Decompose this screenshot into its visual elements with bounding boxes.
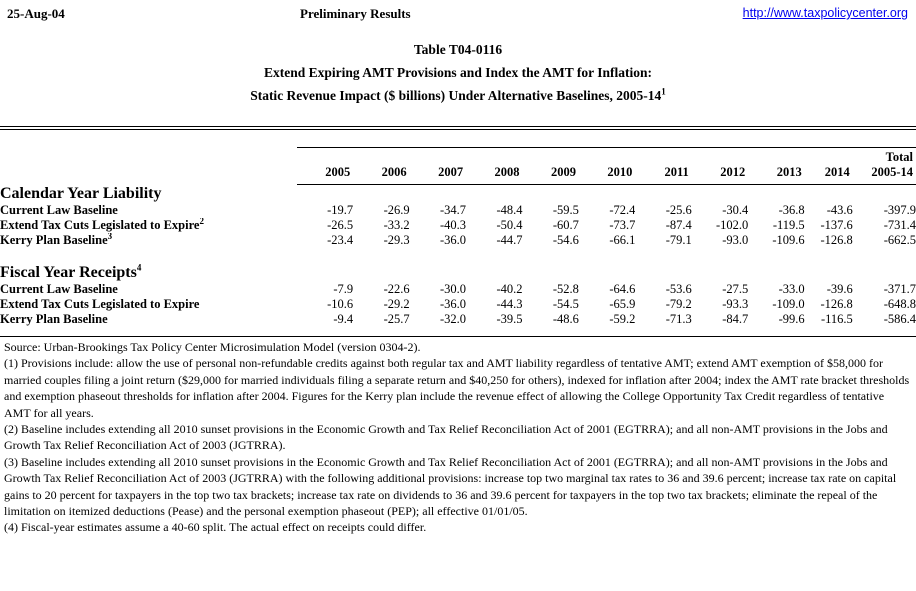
value-cell: -32.0 [440,312,467,326]
value-cell: -40.3 [440,218,467,232]
value-cell: -36.0 [440,297,467,311]
table-title-line3 [0,84,916,107]
value-cell: -26.5 [327,218,354,232]
footnote-3: (3) Baseline includes extending all 2010 sunset provisions in the Economic Growth and Tax Relief Reconciliation Act of 2001 (EGTRRA); and all non-AMT provisions in the Jobs and Growth Tax Relief Reconciliation Act of 2003 (JGTRRA) with the following additional provisions: increase top two marginal tax rates to 36 and 39.6 percent; increase tax rate on capital gains to 20 percent for taxpayers in the top two tax brackets; increase tax rate on dividends to 36 and 39.6 percent for taxpayers in the top two tax brackets; eliminate the repeal of the limitation on itemized deductions (Pease) and the personal exemption phaseout (PEP); all effective 01/01/05. [4,454,897,519]
footnote-1: (1) Provisions include: allow the use of personal non-refundable credits against both regular tax and AMT liability regardless of tentative AMT; extend AMT exemption of $58,000 for married couples filing a joint return ($29,000 for married individuals filing a separate return and $40,250 for others), indexed for inflation after 2004; index the AMT rate bracket thresholds and exemption phaseout thresholds for inflation after 2004. Figures for the Kerry plan include the revenue effect of allowing the College Opportunity Tax Credit regardless of tentative AMT for all years. [4,356,910,420]
row-label: Current Law Baseline [0,203,118,217]
year-header-2014: 2014 [805,148,853,185]
value-cell: -66.1 [609,233,636,247]
value-cell: -39.6 [826,282,853,296]
value-cell: -7.9 [333,282,354,296]
total-value-cell: -397.9 [883,203,916,217]
section-row [0,248,916,282]
source-note: Source: Urban-Brookings Tax Policy Center Microsimulation Model (version 0304-2). [4,340,421,354]
value-cell: -109.0 [772,297,805,311]
value-cell: -72.4 [609,203,636,217]
title-block [0,38,916,107]
value-cell: -79.2 [665,297,692,311]
header-spacer-cell [0,148,297,185]
row-label: Kerry Plan Baseline$^3$ [0,233,297,248]
row-label: Kerry Plan Baseline [0,312,108,326]
value-cell: -23.4 [327,233,354,247]
year-header-2005: 2005 [297,148,353,185]
row-label: Extend Tax Cuts Legislated to Expire [0,297,200,311]
value-cell: -59.5 [552,203,579,217]
value-cell: -9.4 [333,312,354,326]
page-header [0,6,916,26]
total-header-line1: Total [885,150,913,164]
value-cell: -29.2 [383,297,410,311]
total-header-line2: 2005-14 [871,165,913,179]
value-cell: -79.1 [665,233,692,247]
value-cell: -22.6 [383,282,410,296]
total-value-cell: -371.7 [883,282,916,296]
title-footnote-marker: 1 [661,86,666,97]
value-cell: -36.8 [778,203,805,217]
double-rule [0,126,916,130]
total-value-cell: -586.4 [883,312,916,326]
value-cell: -99.6 [778,312,805,326]
total-value-cell: -662.5 [883,233,916,247]
results-table [0,147,916,327]
year-header-2009: 2009 [523,148,579,185]
value-cell: -126.8 [820,233,853,247]
value-cell: -64.6 [609,282,636,296]
year-header-2008: 2008 [466,148,522,185]
value-cell: -40.2 [496,282,523,296]
value-cell: -93.3 [722,297,749,311]
value-cell: -50.4 [496,218,523,232]
section-footnote-marker: 4 [136,262,142,273]
value-cell: -30.0 [440,282,467,296]
value-cell: -27.5 [722,282,749,296]
value-cell: -52.8 [552,282,579,296]
year-header-2013: 2013 [748,148,804,185]
table-row [0,297,916,312]
value-cell: -59.2 [609,312,636,326]
value-cell: -119.5 [772,218,805,232]
year-header-2006: 2006 [353,148,409,185]
value-cell: -36.0 [440,233,467,247]
value-cell: -25.7 [383,312,410,326]
value-cell: -73.7 [609,218,636,232]
value-cell: -137.6 [820,218,853,232]
row-label: Extend Tax Cuts Legislated to Expire$^2$ [0,218,297,233]
value-cell: -87.4 [665,218,692,232]
value-cell: -39.5 [496,312,523,326]
preliminary-results-label: Preliminary Results [300,6,411,21]
table-row [0,233,916,248]
value-cell: -33.0 [778,282,805,296]
year-header-2010: 2010 [579,148,635,185]
footnote-2: (2) Baseline includes extending all 2010 sunset provisions in the Economic Growth and Tax Relief Reconciliation Act of 2001 (EGTRRA); and all non-AMT provisions in the Jobs and Growth Tax Relief Reconciliation Act of 2003 (JGTRRA). [4,422,888,453]
table-title-line3-text: Static Revenue Impact ($ billions) Under Alternative Baselines, 2005-14 [250,88,662,103]
footnote-4: (4) Fiscal-year estimates assume a 40-60 split. The actual effect on receipts could differ. [4,520,427,535]
value-cell: -25.6 [665,203,692,217]
value-cell: -109.6 [772,233,805,247]
value-cell: -126.8 [820,297,853,311]
value-cell: -84.7 [722,312,749,326]
total-value-cell: -648.8 [883,297,916,311]
value-cell: -102.0 [715,218,749,232]
value-cell: -71.3 [665,312,692,326]
value-cell: -10.6 [327,297,354,311]
table-header-row [0,148,916,185]
value-cell: -30.4 [722,203,749,217]
table-row [0,312,916,327]
value-cell: -48.4 [496,203,523,217]
taxpolicycenter-link[interactable]: http://www.taxpolicycenter.org [742,6,908,20]
row-label: Current Law Baseline [0,282,118,296]
value-cell: -33.2 [383,218,410,232]
value-cell: -26.9 [383,203,410,217]
date-label: 25-Aug-04 [7,6,65,21]
year-header-2012: 2012 [692,148,748,185]
value-cell: -93.0 [722,233,749,247]
table-row [0,203,916,218]
value-cell: -48.6 [552,312,579,326]
total-value-cell: -731.4 [883,218,916,232]
row-footnote-marker: 3 [107,233,113,241]
value-cell: -60.7 [552,218,579,232]
value-cell: -44.3 [496,297,523,311]
year-header-2011: 2011 [635,148,691,185]
footnotes [0,337,916,536]
value-cell: -54.6 [552,233,579,247]
value-cell: -34.7 [440,203,467,217]
table-number-title: Table T04-0116 [413,42,503,57]
value-cell: -65.9 [609,297,636,311]
value-cell: -116.5 [820,312,853,326]
value-cell: -54.5 [552,297,579,311]
year-header-2007: 2007 [410,148,466,185]
total-header-cell [853,148,916,185]
section-row [0,185,916,204]
value-cell: -44.7 [496,233,523,247]
table-row [0,218,916,233]
section-header: Calendar Year Liability [0,185,162,202]
value-cell: -53.6 [665,282,692,296]
value-cell: -29.3 [383,233,410,247]
row-footnote-marker: 2 [199,218,204,226]
value-cell: -43.6 [826,203,853,217]
value-cell: -19.7 [327,203,354,217]
table-row [0,282,916,297]
table-title-line2: Extend Expiring AMT Provisions and Index the AMT for Inflation: [264,65,652,80]
section-header: Fiscal Year Receipts$^4$ [0,262,142,281]
